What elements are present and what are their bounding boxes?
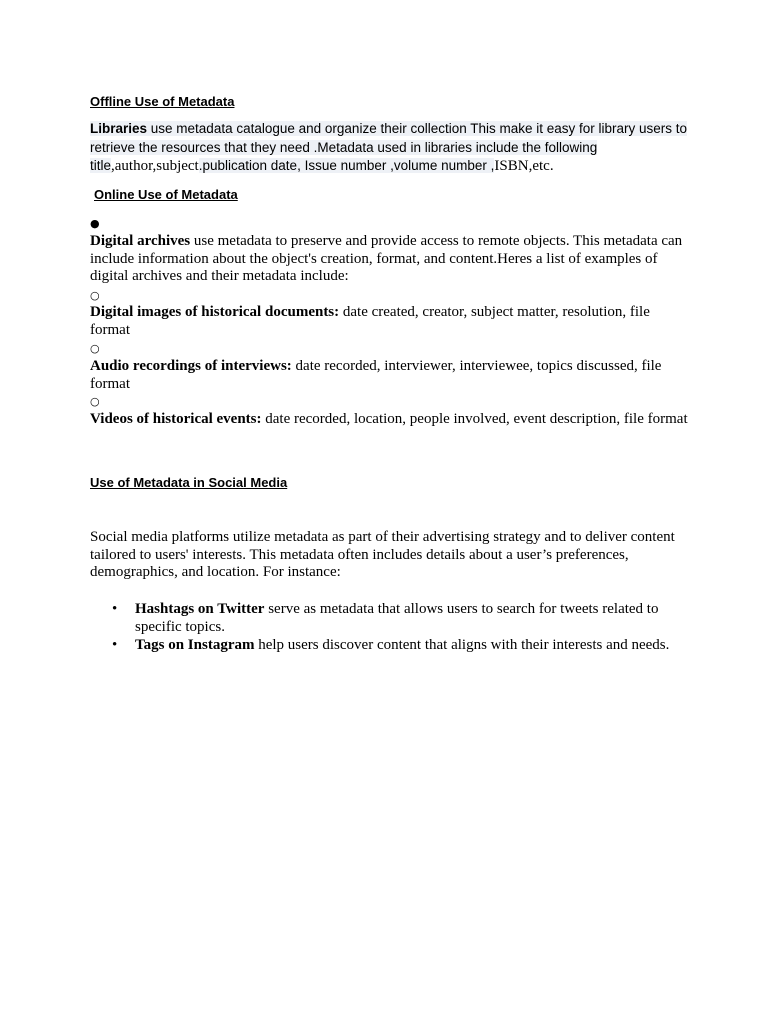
list-item-text: help users discover content that aligns with their interests and needs. bbox=[254, 637, 670, 653]
digital-archives-text: use metadata to preserve and provide access to remote objects. This metadata can include information about the object's creation, format, and content.Heres a list of examples of digital archives and their metadata include: bbox=[90, 233, 683, 284]
offline-paragraph bbox=[90, 120, 690, 176]
hollow-bullet-icon: ○ bbox=[90, 289, 100, 302]
archive-item-bold: Videos of historical events: bbox=[90, 411, 262, 427]
social-intro-paragraph: Social media platforms utilize metadata as part of their advertising strategy and to deliver content tailored to users' interests. This metadata often includes details about a user’s preferences, demographics, and location. For instance: bbox=[90, 529, 675, 580]
social-bullet-list bbox=[90, 600, 690, 654]
offline-heading: Offline Use of Metadata bbox=[90, 94, 235, 109]
bullet-icon: • bbox=[112, 637, 118, 653]
list-item-bold: Hashtags on Twitter bbox=[135, 601, 265, 617]
offline-text-5: ISBN,etc. bbox=[494, 158, 554, 174]
hollow-bullet-icon: ○ bbox=[90, 395, 100, 408]
list-item-bold: Tags on Instagram bbox=[135, 637, 255, 653]
offline-text-1: use metadata catalogue and organize their collection This make it easy for library users to retrieve the resources that they need .Metadata used in libraries include the following title bbox=[90, 121, 688, 173]
archive-item-bold: Digital images of historical documents: bbox=[90, 304, 340, 320]
hollow-bullet-icon: ○ bbox=[90, 342, 100, 355]
digital-archives-bold: Digital archives bbox=[90, 233, 191, 249]
offline-text-4: , Issue number ,volume number , bbox=[297, 158, 495, 173]
digital-archives-paragraph bbox=[90, 233, 690, 286]
archive-item-text: date recorded, location, people involved, event description, file format bbox=[261, 411, 688, 427]
archive-item-text: date created, creator, subject matter, resolution, file format bbox=[90, 304, 650, 338]
online-heading: Online Use of Metadata bbox=[94, 187, 238, 202]
filled-bullet-icon: ● bbox=[90, 217, 100, 230]
libraries-bold: Libraries bbox=[90, 121, 148, 136]
archive-item bbox=[90, 304, 690, 339]
archive-item-bold: Audio recordings of interviews: bbox=[90, 358, 292, 374]
list-item bbox=[90, 636, 690, 654]
archive-item-text: date recorded, interviewer, interviewee, topics discussed, file format bbox=[90, 358, 662, 392]
bullet-icon: • bbox=[112, 601, 118, 617]
archive-item bbox=[90, 411, 690, 429]
archive-item bbox=[90, 358, 690, 393]
list-item bbox=[90, 600, 690, 636]
offline-text-3: .publication date bbox=[198, 158, 298, 173]
list-item-text: serve as metadata that allows users to search for tweets related to specific topics. bbox=[135, 601, 659, 635]
offline-text-2: ,author,subject bbox=[111, 158, 199, 174]
social-heading: Use of Metadata in Social Media bbox=[90, 475, 288, 490]
